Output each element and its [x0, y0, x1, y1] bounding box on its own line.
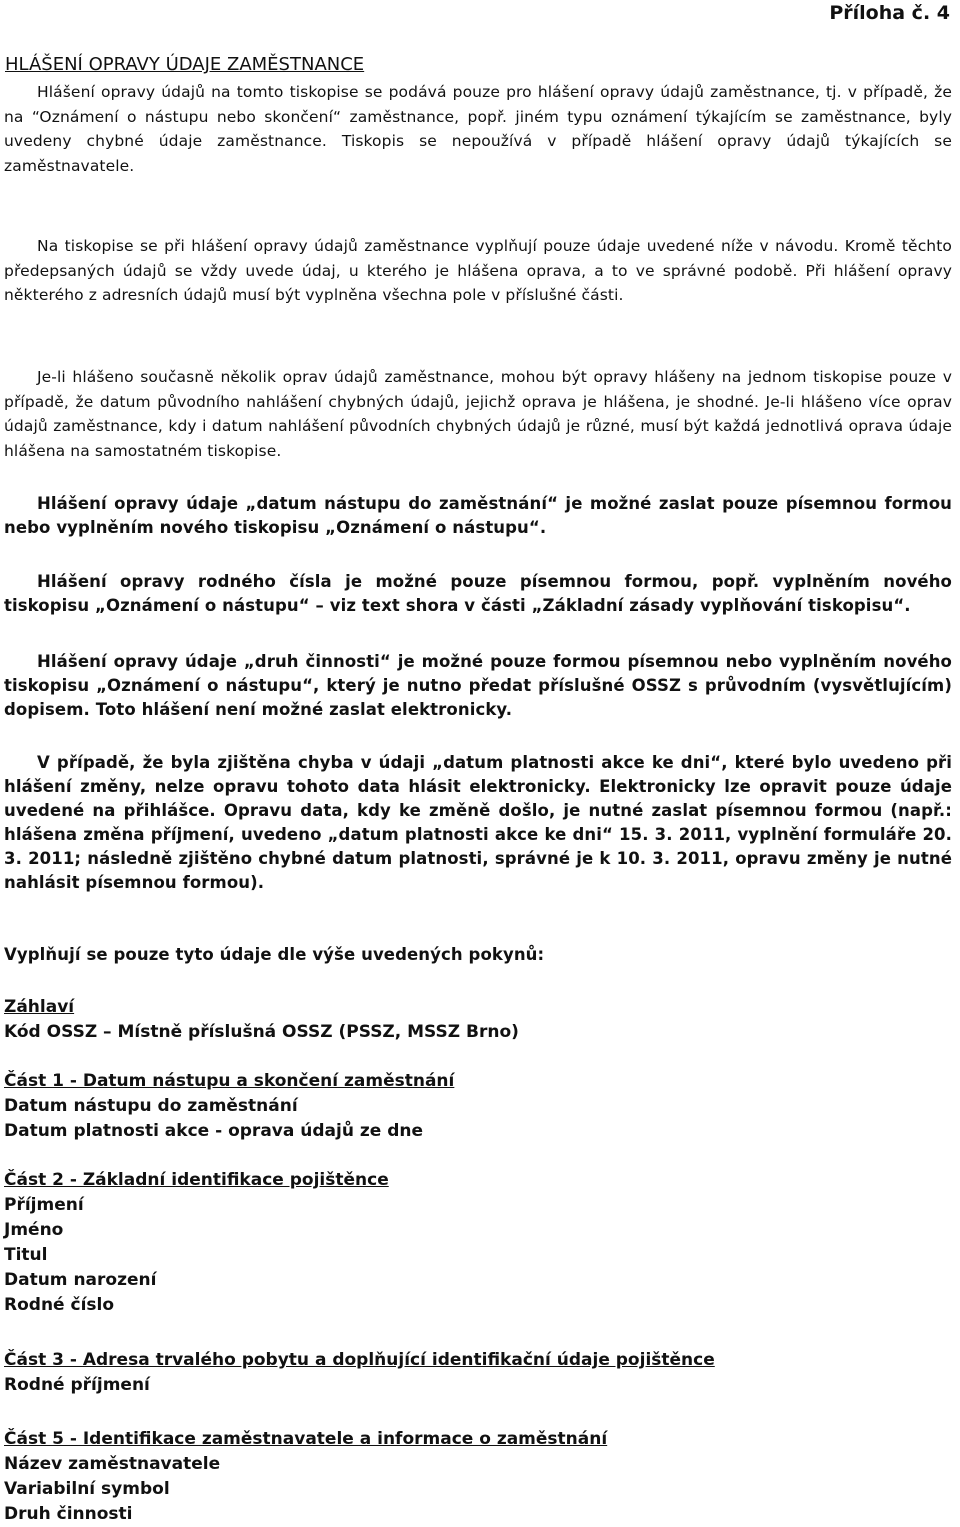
section-heading: Část 5 - Identifikace zaměstnavatele a informace o zaměstnání: [4, 1429, 608, 1449]
paragraph-fields-intro: Vyplňují se pouze tyto údaje dle výše uvedených pokynů:: [4, 945, 545, 964]
paragraph-multiple-corrections: Je-li hlášeno současně několik oprav údajů zaměstnance, mohou být opravy hlášeny na jednom tiskopise pouze v případě, že datum původního nahlášení chybných údajů, jejichž oprava je hlášena, je shodné. Je-li hlášeno více oprav údajů zaměstnance, kdy i datum nahlášení původních chybných údajů je různé, musí být každá jednotlivá oprava údaje hlášena na samostatném tiskopise.: [4, 368, 952, 460]
paragraph-validity-date-correction: V případě, že byla zjištěna chyba v údaji „datum platnosti akce ke dni“, které bylo uvedeno při hlášení změny, nelze opravu tohoto data hlásit elektronicky. Elektronicky lze opravit pouze údaje uvedené na přihlášce. Opravu data, kdy ke změně došlo, je nutné zaslat písemnou formou (např.: hlášena změna příjmení, uvedeno „datum platnosti akce ke dni“ 15. 3. 2011, vyplnění formuláře 20. 3. 2011; následně zjištěno chybné datum platnosti, správné je k 10. 3. 2011, opravu změny je nutné nahlásit písemnou formou).: [4, 753, 952, 892]
field-item: Datum nástupu do zaměstnání: [4, 1096, 298, 1116]
paragraph-birth-number-correction: Hlášení opravy rodného čísla je možné pouze písemnou formou, popř. vyplněním nového tiskopisu „Oznámení o nástupu“ – viz text shora v části „Základní zásady vyplňování tiskopisu“.: [4, 572, 952, 615]
field-item: Název zaměstnavatele: [4, 1454, 221, 1474]
paragraph-start-date-correction: Hlášení opravy údaje „datum nástupu do zaměstnání“ je možné zaslat pouze písemnou formou nebo vyplněním nového tiskopisu „Oznámení o nástupu“.: [4, 494, 952, 537]
attachment-label: Příloha č. 4: [829, 2, 950, 24]
section-part-5: [4, 1427, 952, 1527]
section-heading: Záhlaví: [4, 997, 75, 1017]
section-header: [4, 995, 952, 1045]
section-part-2: [4, 1168, 952, 1318]
section-heading: Část 3 - Adresa trvalého pobytu a doplňující identifikační údaje pojištěnce: [4, 1350, 715, 1370]
field-item: Datum platnosti akce - oprava údajů ze dne: [4, 1121, 423, 1141]
paragraph-intro: Hlášení opravy údajů na tomto tiskopise se podává pouze pro hlášení opravy údajů zaměstnance, tj. v případě, že na “Oznámení o nástupu nebo skončení“ zaměstnance, popř. jiném typu oznámení týkajícím se zaměstnance, byly uvedeny chybné údaje zaměstnance. Tiskopis se nepoužívá v případě hlášení opravy údajů týkajících se zaměstnavatele.: [4, 83, 952, 175]
field-item: Jméno: [4, 1220, 64, 1240]
paragraph-activity-correction: Hlášení opravy údaje „druh činnosti“ je možné pouze formou písemnou nebo vyplněním nového tiskopisu „Oznámení o nástupu“, který je nutno předat příslušné OSSZ s průvodním (vysvětlujícím) dopisem. Toto hlášení není možné zaslat elektronicky.: [4, 652, 952, 719]
field-item: Variabilní symbol: [4, 1479, 170, 1499]
document-title: HLÁŠENÍ OPRAVY ÚDAJE ZAMĚSTNANCE: [5, 54, 365, 75]
field-item: Kód OSSZ – Místně příslušná OSSZ (PSSZ, MSSZ Brno): [4, 1022, 519, 1042]
field-item: Rodné číslo: [4, 1295, 115, 1315]
field-item: Příjmení: [4, 1195, 84, 1215]
field-item: Datum narození: [4, 1270, 157, 1290]
section-part-1: [4, 1069, 952, 1144]
field-item: Titul: [4, 1245, 48, 1265]
paragraph-required-fields: Na tiskopise se při hlášení opravy údajů zaměstnance vyplňují pouze údaje uvedené níže v návodu. Kromě těchto předepsaných údajů se vždy uvede údaj, u kterého je hlášena oprava, a to ve správné podobě. Při hlášení opravy některého z adresních údajů musí být vyplněna všechna pole v příslušné části.: [4, 237, 952, 304]
field-item: Druh činnosti: [4, 1504, 133, 1524]
section-heading: Část 2 - Základní identifikace pojištěnce: [4, 1170, 389, 1190]
field-item: Rodné příjmení: [4, 1375, 150, 1395]
section-part-3: [4, 1348, 952, 1398]
section-heading: Část 1 - Datum nástupu a skončení zaměstnání: [4, 1071, 455, 1091]
